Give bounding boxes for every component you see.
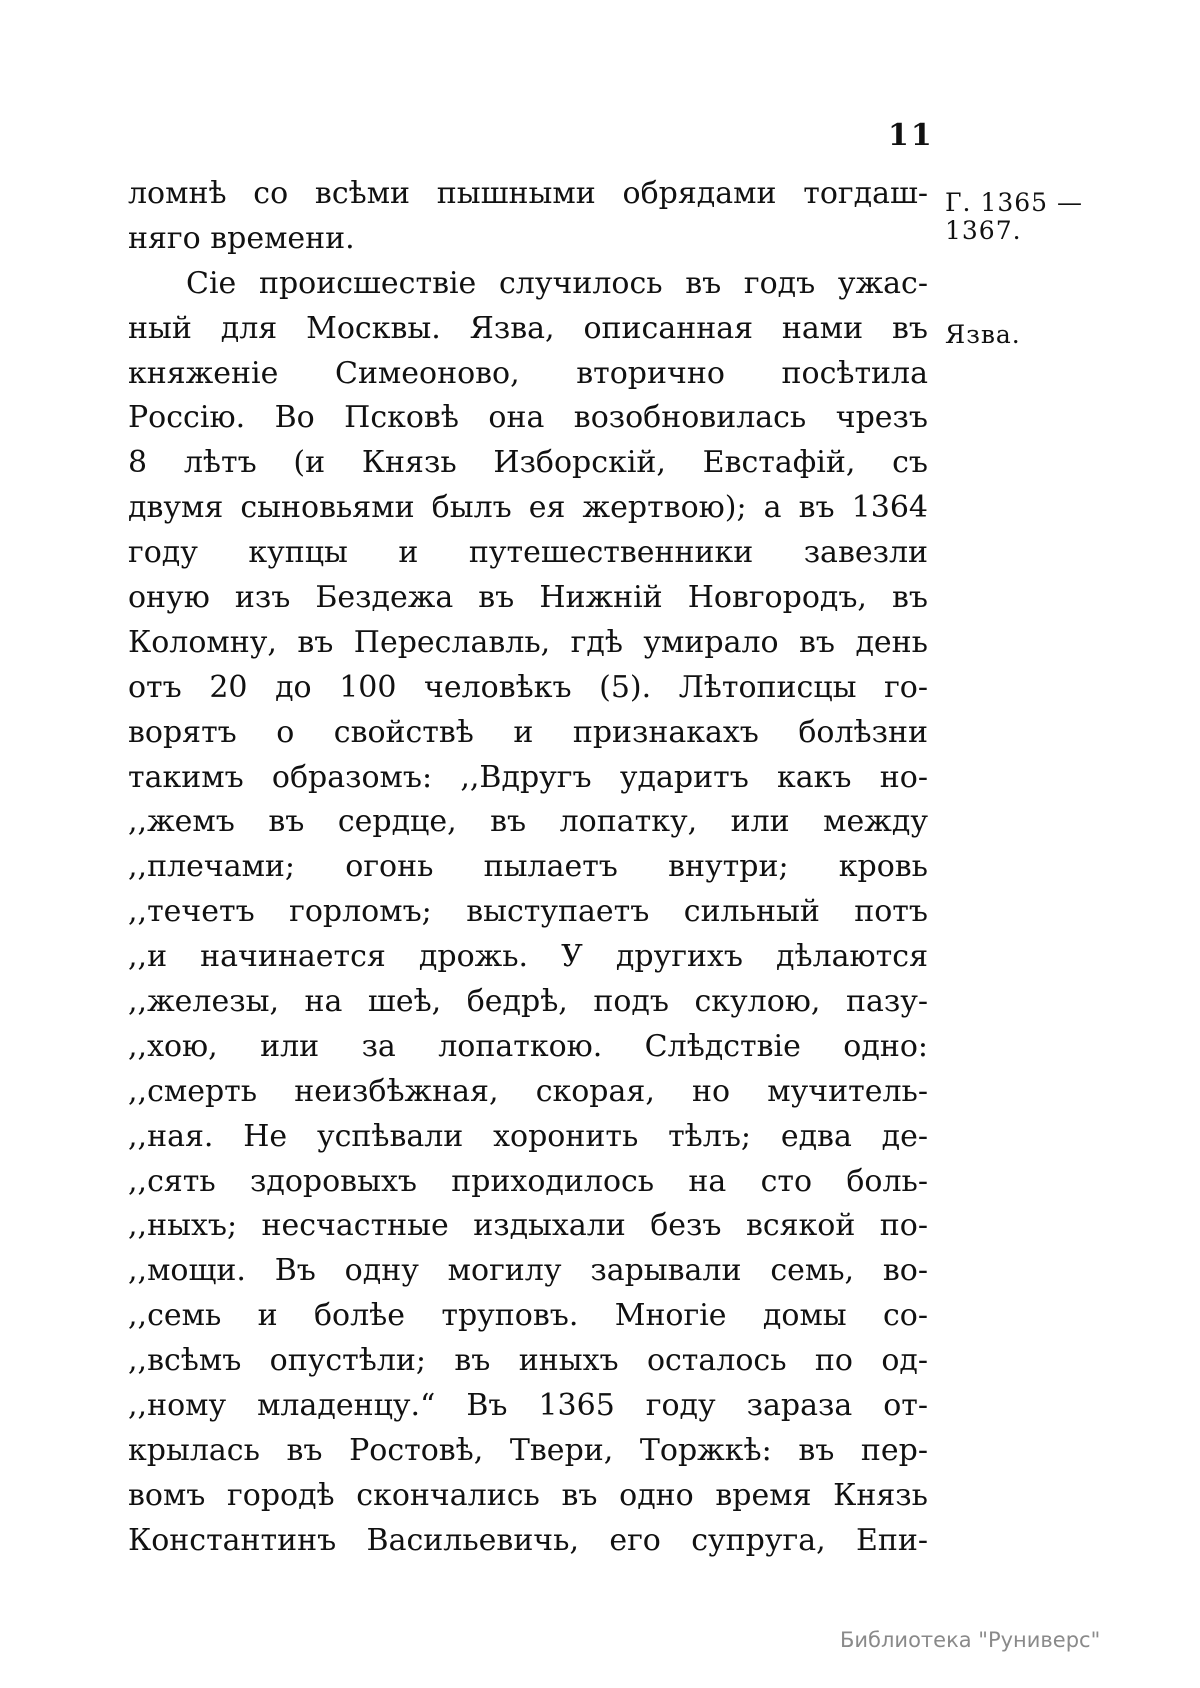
text-line: ,,ныхъ; несчастные издыхали безъ всякой по-: [128, 1208, 928, 1244]
text-line: няго времени.: [128, 220, 355, 256]
page-number: 11: [888, 118, 934, 153]
text-line: ,,семь и болѣе труповъ. Многіе домы со-: [128, 1298, 928, 1334]
text-line: ,,течетъ горломъ; выступаетъ сильный потъ: [128, 894, 928, 930]
text-line: ,,смерть неизбѣжная, скорая, но мучитель-: [128, 1073, 928, 1109]
text-line: ,,и начинается дрожь. У другихъ дѣлаются: [128, 939, 928, 975]
margin-note-years-line2: 1367.: [945, 216, 1022, 245]
text-line: ,,плечами; огонь пылаетъ внутри; кровь: [128, 849, 928, 885]
text-line: отъ 20 до 100 человѣкъ (5). Лѣтописцы го-: [128, 669, 928, 705]
text-line: ломнѣ со всѣми пышными обрядами тогдаш-: [128, 176, 928, 211]
text-line: двумя сыновьями былъ ея жертвою); а въ 1364: [128, 490, 928, 526]
text-line: Россію. Во Псковѣ она возобновилась чрезъ: [128, 400, 928, 436]
text-line: ,,хою, или за лопаткою. Слѣдствіе одно:: [128, 1028, 928, 1064]
margin-note-years-line1: Г. 1365 —: [945, 188, 1084, 217]
text-line: Константинъ Васильевичь, его супруга, Епи-: [128, 1522, 928, 1558]
text-line: ,,всѣмъ опустѣли; въ иныхъ осталось по од-: [128, 1343, 928, 1379]
text-line: вомъ городѣ скончались въ одно время Князь: [128, 1477, 928, 1513]
text-line: ,,жемъ въ сердце, въ лопатку, или между: [128, 804, 928, 840]
text-line: ,,железы, на шеѣ, бедрѣ, подъ скулою, пазу-: [128, 984, 928, 1020]
text-line: ворятъ о свойствѣ и признакахъ болѣзни: [128, 714, 928, 750]
text-line: ный для Москвы. Язва, описанная нами въ: [128, 310, 928, 346]
text-line: такимъ образомъ: ,,Вдругъ ударитъ какъ но-: [128, 759, 928, 795]
text-line: княженіе Симеоново, вторично посѣтила: [128, 355, 928, 391]
text-line: крылась въ Ростовѣ, Твери, Торжкѣ: въ пер-: [128, 1432, 928, 1468]
text-line: 8 лѣтъ (и Князь Изборскій, Евстафій, съ: [128, 445, 928, 481]
text-line: Сіе происшествіе случилось въ годъ ужас-: [186, 265, 928, 301]
text-line: ,,мощи. Въ одну могилу зарывали семь, во-: [128, 1253, 928, 1289]
text-line: оную изъ Бездежа въ Нижній Новгородъ, въ: [128, 580, 928, 616]
text-line: ,,сять здоровыхъ приходилось на сто боль-: [128, 1163, 928, 1199]
margin-note-years: [945, 186, 1085, 248]
text-line: Коломну, въ Переславль, гдѣ умирало въ день: [128, 624, 928, 660]
text-line: ,,ному младенцу.“ Въ 1365 году зараза от-: [128, 1388, 928, 1424]
margin-note-plague: Язва.: [945, 320, 1021, 349]
library-watermark: Библиотека "Руниверс": [840, 1628, 1101, 1652]
text-line: ,,ная. Не успѣвали хоронить тѣлъ; едва де-: [128, 1118, 928, 1154]
body-text: [128, 172, 928, 1564]
text-line: году купцы и путешественники завезли: [128, 535, 928, 571]
